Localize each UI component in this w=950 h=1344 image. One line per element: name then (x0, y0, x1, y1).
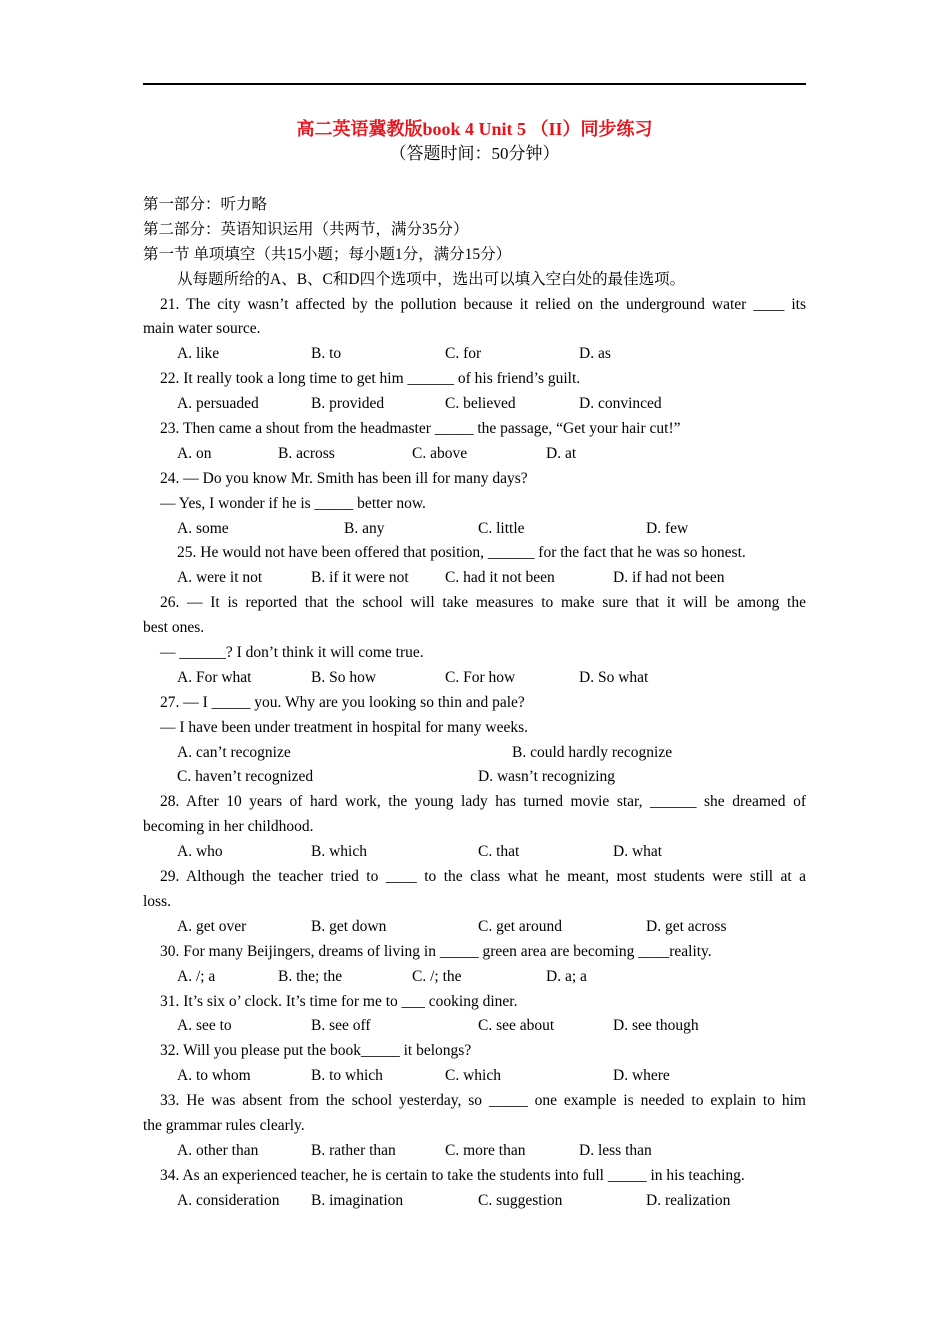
question-24-options (143, 517, 806, 542)
option-a: A. like (177, 345, 220, 363)
option-a: A. were it not (177, 569, 263, 587)
option-c: C. For how (445, 668, 516, 686)
option-d: D. few (646, 519, 689, 537)
option-a: A. to whom (177, 1067, 251, 1085)
question-27-options-row2 (143, 765, 806, 790)
option-d: D. So what (579, 668, 649, 686)
option-b: B. So how (311, 668, 377, 686)
option-c: C. had it not been (445, 569, 555, 587)
question-21-stem-cont: main water source. (143, 320, 261, 338)
option-a: A. get over (177, 917, 247, 935)
question-27-stem: 27. — I _____ you. Why are you looking so thin and pale? (160, 693, 525, 711)
option-b: B. to which (311, 1067, 383, 1085)
option-c: C. believed (445, 395, 516, 413)
document-body (143, 193, 806, 1214)
question-33-options (143, 1139, 806, 1164)
question-26-stem-cont: best ones. (143, 619, 205, 637)
option-c: C. little (478, 519, 525, 537)
question-27-options-row1 (143, 741, 806, 766)
question-26-reply: — ______? I don’t think it will come true. (160, 644, 424, 662)
question-21-stem: 21. The city wasn’t affected by the pollution because it relied on the underground water ____ its (160, 295, 806, 313)
instruction: 从每题所给的A、B、C和D四个选项中，选出可以填入空白处的最佳选项。 (177, 270, 686, 288)
option-b: B. which (311, 843, 367, 861)
part1-heading: 第一部分：听力略 (143, 196, 268, 213)
header-rule (143, 83, 806, 85)
option-c: C. suggestion (478, 1191, 563, 1209)
question-22-stem: 22. It really took a long time to get him ______ of his friend’s guilt. (160, 370, 581, 388)
question-30-stem: 30. For many Beijingers, dreams of living in _____ green area are becoming ____reality. (160, 942, 712, 960)
option-a: A. persuaded (177, 395, 259, 413)
question-27-reply: — I have been under treatment in hospital for many weeks. (160, 718, 529, 736)
option-a: A. can’t recognize (177, 743, 291, 761)
question-25-options (143, 566, 806, 591)
part2-heading: 第二部分：英语知识运用（共两节，满分35分） (143, 220, 469, 238)
option-d: D. get across (646, 917, 727, 935)
option-c: C. that (478, 843, 520, 861)
question-26-stem: 26. — It is reported that the school will take measures to make sure that it will be among the (160, 594, 806, 612)
question-22-options (143, 392, 806, 417)
question-29-stem: 29. Although the teacher tried to ____ to the class what he meant, most students were still at a (160, 868, 806, 886)
question-28-stem: 28. After 10 years of hard work, the young lady has turned movie star, ______ she dreamed of (160, 793, 806, 811)
question-30-options (143, 965, 806, 990)
option-b: B. the; the (278, 967, 343, 985)
question-33-stem: 33. He was absent from the school yesterday, so _____ one example is needed to explain to him (160, 1092, 806, 1110)
question-31-stem: 31. It’s six o’ clock. It’s time for me to ___ cooking diner. (160, 992, 518, 1010)
option-c: C. which (445, 1067, 501, 1085)
question-28-stem-cont: becoming in her childhood. (143, 818, 314, 836)
question-23-stem: 23. Then came a shout from the headmaster _____ the passage, “Get your hair cut!” (160, 420, 681, 438)
time-limit: （答题时间：50分钟） (389, 144, 560, 163)
option-c: C. /; the (412, 967, 462, 985)
option-d: D. less than (579, 1141, 652, 1159)
option-b: B. could hardly recognize (512, 743, 673, 761)
question-32-options (143, 1064, 806, 1089)
option-b: B. get down (311, 917, 387, 935)
option-b: B. provided (311, 395, 385, 413)
question-32-stem: 32. Will you please put the book_____ it belongs? (160, 1042, 472, 1060)
question-34-options (143, 1189, 806, 1214)
option-d: D. realization (646, 1191, 731, 1209)
page-title: 高二英语冀教版book 4 Unit 5 （II）同步练习 (296, 119, 653, 139)
option-b: B. across (278, 444, 335, 462)
option-d: D. see though (613, 1017, 699, 1035)
option-d: D. convinced (579, 395, 662, 413)
question-26-options (143, 666, 806, 691)
option-a: A. on (177, 444, 212, 462)
option-c: C. for (445, 345, 482, 363)
option-a: A. some (177, 519, 229, 537)
option-d: D. wasn’t recognizing (478, 768, 616, 786)
option-d: D. as (579, 345, 611, 363)
option-a: A. For what (177, 668, 252, 686)
question-21-options (143, 342, 806, 367)
option-b: B. imagination (311, 1191, 404, 1209)
option-a: A. /; a (177, 967, 216, 985)
option-b: B. any (344, 519, 385, 537)
option-a: A. who (177, 843, 223, 861)
option-a: A. see to (177, 1017, 232, 1035)
option-c: C. see about (478, 1017, 555, 1035)
option-c: C. above (412, 444, 468, 462)
option-a: A. consideration (177, 1191, 280, 1209)
question-28-options (143, 840, 806, 865)
question-34-stem: 34. As an experienced teacher, he is certain to take the students into full _____ in his teaching. (160, 1166, 745, 1184)
option-c: C. more than (445, 1141, 526, 1159)
option-a: A. other than (177, 1141, 259, 1159)
question-24-stem: 24. — Do you know Mr. Smith has been ill for many days? (160, 469, 528, 487)
question-29-options (143, 915, 806, 940)
option-d: D. at (546, 444, 577, 462)
option-d: D. where (613, 1067, 670, 1085)
option-b: B. see off (311, 1017, 371, 1035)
option-d: D. if had not been (613, 569, 725, 587)
question-25-stem: 25. He would not have been offered that position, ______ for the fact that he was so honest. (177, 544, 746, 562)
question-24-reply: — Yes, I wonder if he is _____ better now. (160, 494, 426, 512)
option-c: C. get around (478, 917, 562, 935)
option-b: B. if it were not (311, 569, 409, 587)
question-33-stem-cont: the grammar rules clearly. (143, 1116, 305, 1134)
option-c: C. haven’t recognized (177, 768, 314, 786)
option-d: D. a; a (546, 967, 587, 985)
option-d: D. what (613, 843, 663, 861)
option-b: B. rather than (311, 1141, 396, 1159)
option-b: B. to (311, 345, 342, 363)
question-29-stem-cont: loss. (143, 892, 171, 910)
question-23-options (143, 442, 806, 467)
section1-heading: 第一节 单项填空（共15小题；每小题1分，满分15分） (143, 245, 512, 263)
question-31-options (143, 1014, 806, 1039)
